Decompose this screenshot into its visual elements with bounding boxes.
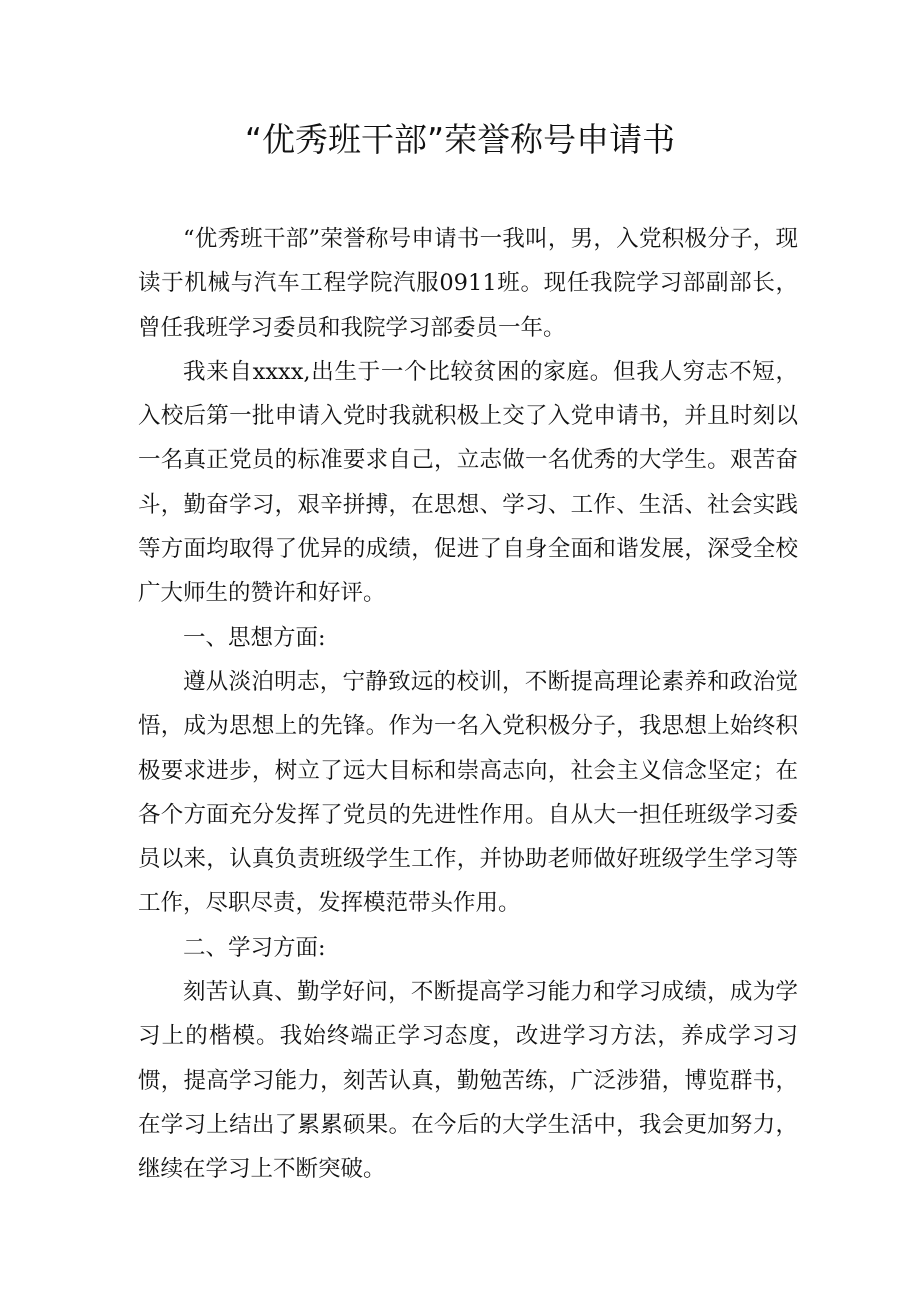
document-body xyxy=(138,217,798,1192)
paragraph-study: 刻苦认真、勤学好问，不断提高学习能力和学习成绩，成为学习上的楷模。我始终端正学习态度，改进学习方法，养成学习习惯，提高学习能力，刻苦认真，勤勉苦练，广泛涉猎，博览群书，在学习上结出了累累硕果。在今后的大学生活中，我会更加努力，继续在学习上不断突破。 xyxy=(138,979,798,1183)
paragraph-thought: 遵从淡泊明志，宁静致远的校训，不断提高理论素养和政治觉悟，成为思想上的先锋。作为一名入党积极分子，我思想上始终积极要求进步，树立了远大目标和崇高志向，社会主义信念坚定；在各个方面充分发挥了党员的先进性作用。自从大一担任班级学习委员以来，认真负责班级学生工作，并协助老师做好班级学生学习等工作，尽职尽责，发挥模范带头作用。 xyxy=(138,668,798,917)
paragraph-background: 我来自xxxx,出生于一个比较贫困的家庭。但我人穷志不短，入校后第一批申请入党时我就积极上交了入党申请书，并且时刻以一名真正党员的标准要求自己，立志做一名优秀的大学生。艰苦奋斗，勤奋学习，艰辛拼搏，在思想、学习、工作、生活、社会实践等方面均取得了优异的成绩，促进了自身全面和谐发展，深受全校广大师生的赞许和好评。 xyxy=(138,358,798,607)
section-heading-thought: 一、思想方面: xyxy=(183,624,326,651)
document-title: “优秀班干部”荣誉称号申请书 xyxy=(244,120,676,159)
paragraph-intro: “优秀班干部”荣誉称号申请书一我叫，男，入党积极分子，现读于机械与汽车工程学院汽服0911班。现任我院学习部副部长，曾任我班学习委员和我院学习部委员一年。 xyxy=(138,226,798,341)
section-heading-study: 二、学习方面: xyxy=(183,934,326,961)
